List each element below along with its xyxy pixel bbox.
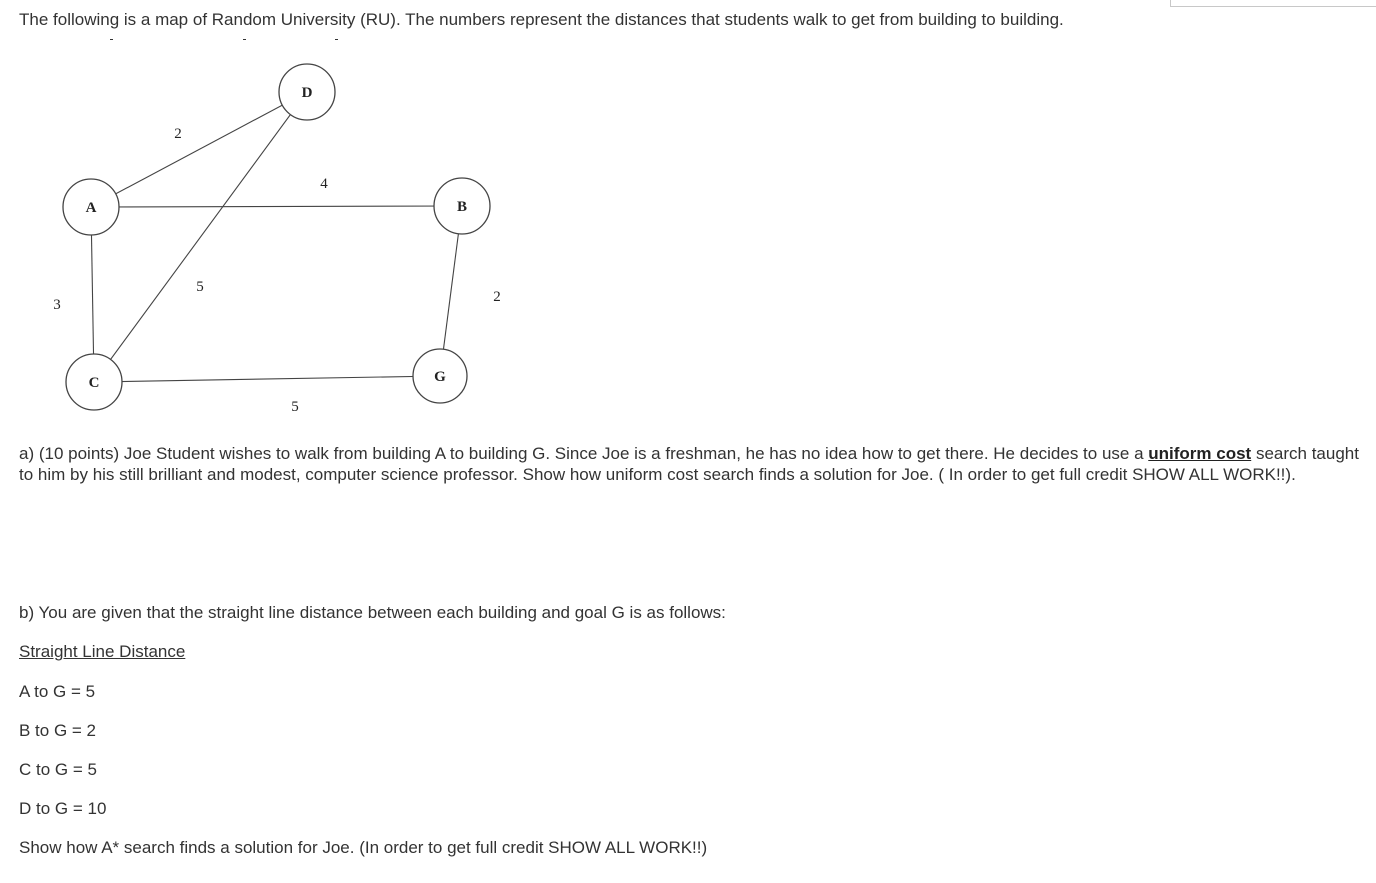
graph-edges [91,92,462,382]
distance-row: D to G = 10 [19,799,107,818]
node-label: B [456,199,468,215]
edge-weight-b-g: 2 [493,289,501,305]
distance-row: A to G = 5 [19,682,96,701]
question-a-text: a) (10 points) Joe Student wishes to walk from building A to building G. Since Joe is a freshman, he has no idea how to get there. He decides to use a [19,444,1149,463]
node-g [413,349,467,403]
question-a-text-end: search taught to him by his still brilliant and modest, computer science professor. Show how uniform cost search finds a solution for Joe. ( In order to get full credit SHOW ALL WORK!!). [19,444,1359,484]
node-label: C [88,375,100,391]
node-b [434,178,490,234]
question-b-intro: b) You are given that the straight line distance between each building and goal G is as follows: [19,603,726,622]
node-label: G [434,369,446,385]
distance-row: B to G = 2 [19,721,97,740]
uniform-cost-emphasis: uniform cost [1148,444,1252,463]
edge-weight-c-g: 5 [291,399,299,415]
edge-weight-a-c: 3 [53,297,61,313]
graph-nodes [63,64,490,410]
question-b-final: Show how A* search finds a solution for Joe. (In order to get full credit SHOW ALL WORK!!) [19,838,708,857]
edge-weight-a-b: 4 [320,176,328,192]
edge-weight-a-d: 2 [174,126,182,142]
top-corner-rule [1170,0,1376,7]
campus-map-graph [0,0,560,430]
edge-c-d [94,92,307,382]
edge-a-b [91,206,462,207]
node-label: A [85,200,97,216]
distance-row: C to G = 5 [19,760,97,779]
question-a [19,443,1364,485]
node-d [279,64,335,120]
edge-a-d [91,92,307,207]
node-a [63,179,119,235]
intro-text: The following is a map of Random University (RU). The numbers represent the distances that students walk to get from building to building. [19,10,1064,29]
edge-c-g [94,376,440,382]
node-label: D [301,85,313,101]
node-c [66,354,122,410]
straight-line-distance-heading: Straight Line Distance [19,642,186,661]
edge-weight-c-d: 5 [196,279,204,295]
